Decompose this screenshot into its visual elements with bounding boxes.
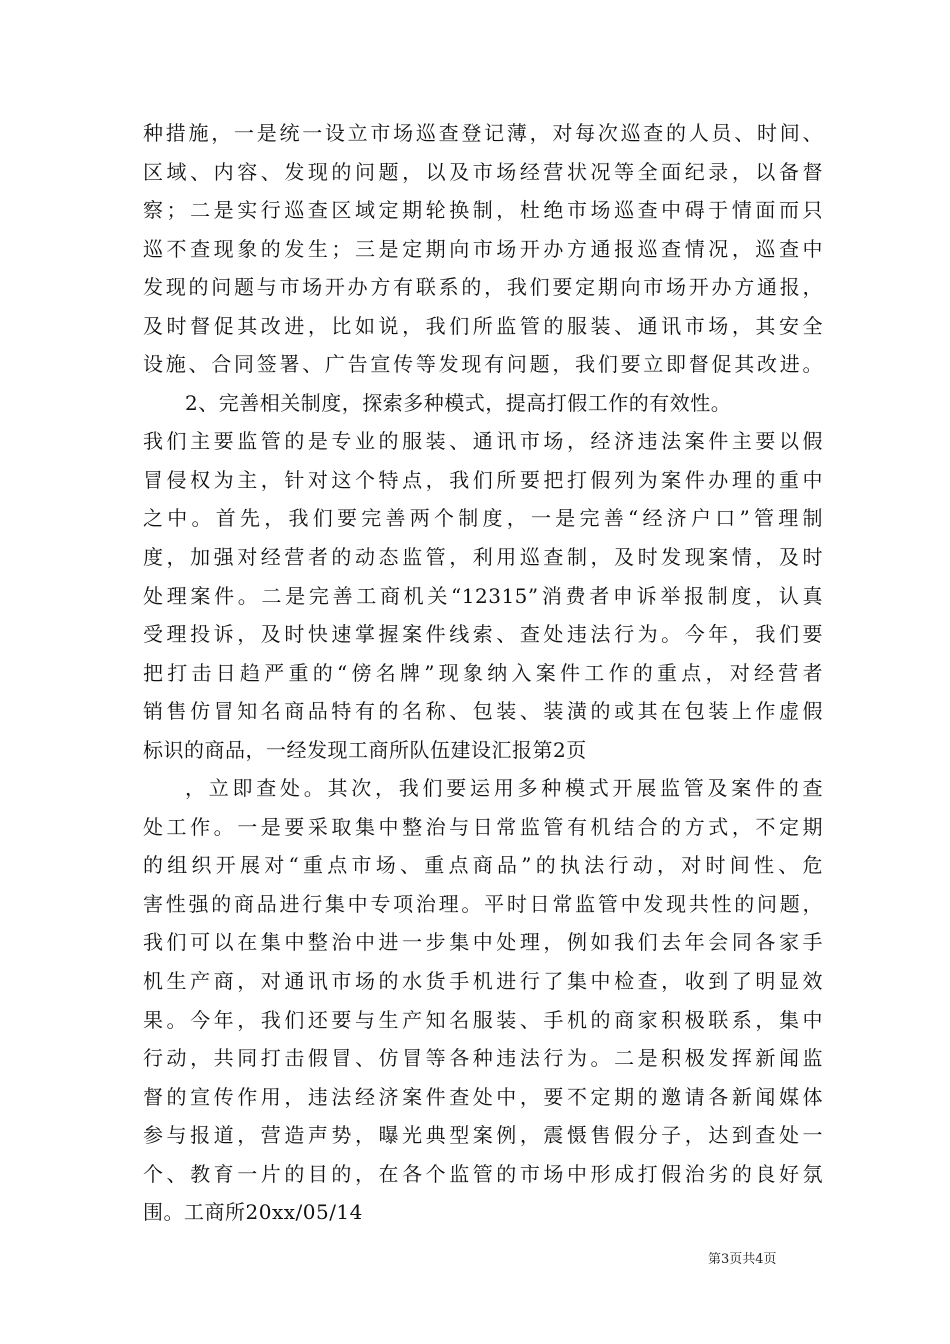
text-line: 冒侵权为主，针对这个特点，我们所要把打假列为案件办理的重中: [143, 467, 823, 492]
text-line: 发现的问题与市场开办方有联系的，我们要定期向市场开办方通报，: [143, 275, 823, 300]
text-line: 处工作。一是要采取集中整治与日常监管有机结合的方式，不定期: [143, 814, 823, 839]
text-line: 机生产商，对通讯市场的水货手机进行了集中检查，收到了明显效: [143, 969, 823, 994]
text-line: 种措施，一是统一设立市场巡查登记薄，对每次巡查的人员、时间、: [143, 121, 823, 145]
text-line: 之中。首先，我们要完善两个制度，一是完善“经济户口”管理制: [143, 506, 823, 531]
text-line: 察；二是实行巡查区域定期轮换制，杜绝市场巡查中碍于情面而只: [143, 198, 823, 223]
text-line: 度，加强对经营者的动态监管，利用巡查制，及时发现案情，及时: [143, 545, 823, 570]
text-line: ，立即查处。其次，我们要运用多种模式开展监管及案件的查: [185, 776, 823, 801]
page-number-footer: 第3页共4页: [708, 1252, 777, 1267]
text-line: 受理投诉，及时快速掌握案件线索、查处违法行为。今年，我们要: [143, 622, 823, 647]
document-body: [143, 114, 823, 1232]
text-line: 害性强的商品进行集中专项治理。平时日常监管中发现共性的问题，: [143, 891, 823, 916]
text-line: 行动，共同打击假冒、仿冒等各种违法行为。二是积极发挥新闻监: [143, 1046, 823, 1071]
text-line: 处理案件。二是完善工商机关“12315”消费者申诉举报制度，认真: [143, 583, 823, 608]
text-line: 2、完善相关制度，探索多种模式，提高打假工作的有效性。: [185, 390, 732, 415]
text-line: 督的宣传作用，违法经济案件查处中，要不定期的邀请各新闻媒体: [143, 1084, 823, 1109]
text-line: 销售仿冒知名商品特有的名称、包装、装潢的或其在包装上作虚假: [143, 699, 823, 724]
text-line: 我们主要监管的是专业的服装、通讯市场，经济违法案件主要以假: [143, 429, 823, 454]
text-line: 果。今年，我们还要与生产知名服装、手机的商家积极联系，集中: [143, 1007, 823, 1032]
text-line: 的组织开展对“重点市场、重点商品”的执法行动，对时间性、危: [143, 853, 823, 878]
text-line: 及时督促其改进，比如说，我们所监管的服装、通讯市场，其安全: [143, 313, 823, 338]
text-line: 我们可以在集中整治中进一步集中处理，例如我们去年会同各家手: [143, 930, 823, 955]
text-line: 区域、内容、发现的问题，以及市场经营状况等全面纪录，以备督: [143, 159, 823, 184]
text-line: 标识的商品，一经发现工商所队伍建设汇报第2页: [143, 737, 587, 762]
text-line: 把打击日趋严重的“傍名牌”现象纳入案件工作的重点，对经营者: [143, 660, 823, 685]
text-line: 围。工商所20xx/05/14: [143, 1200, 363, 1225]
text-line: 个、教育一片的目的，在各个监管的市场中形成打假治劣的良好氛: [143, 1161, 823, 1186]
text-line: 巡不查现象的发生；三是定期向市场开办方通报巡查情况，巡查中: [143, 236, 823, 261]
text-line: 设施、合同签署、广告宣传等发现有问题，我们要立即督促其改进。: [143, 352, 823, 377]
text-line: 参与报道，营造声势，曝光典型案例，震慑售假分子，达到查处一: [143, 1123, 823, 1148]
